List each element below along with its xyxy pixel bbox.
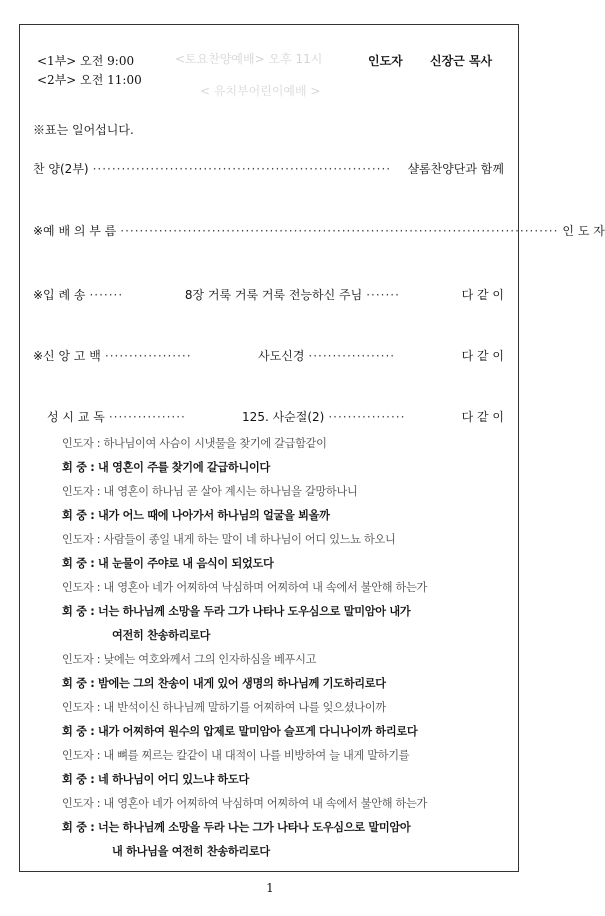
dot-leader: ··························································································· <box>120 224 559 238</box>
reading-line-leader: 인도자 : 낮에는 여호와께서 그의 인자하심을 베푸시고 <box>62 653 317 666</box>
dot-leader: ······· <box>366 288 400 302</box>
order-item-label: 성 시 교 독 <box>47 410 105 424</box>
dot-leader: ······························································ <box>92 162 392 176</box>
reading-line-leader: 인도자 : 내 반석이신 하나님께 말하기를 어찌하여 나를 잊으셨나이까 <box>62 701 386 714</box>
reading-line-leader: 인도자 : 하나님이여 사슴이 시냇물을 찾기에 갈급함같이 <box>62 437 327 450</box>
leader-name: 신장근 목사 <box>430 54 493 68</box>
service-time-second: <2부> 오전 11:00 <box>37 73 142 87</box>
reading-line-leader: 인도자 : 내 영혼이 하나님 곧 살아 계시는 하나님을 갈망하나니 <box>62 485 358 498</box>
order-item-leader: 다 같 이 <box>461 349 504 363</box>
service-time-first: <1부> 오전 9:00 <box>37 54 135 68</box>
order-item-leader: 다 같 이 <box>461 410 504 424</box>
reading-line-leader: 인도자 : 내 뼈를 찌르는 칼같이 내 대적이 나를 비방하여 늘 내게 말하기를 <box>62 749 410 762</box>
reading-line-congregation: 회 중 : 내 눈물이 주야로 내 음식이 되었도다 <box>62 557 274 570</box>
reading-line-congregation: 회 중 : 내가 어찌하여 원수의 압제로 말미암아 슬프게 다니나이까 하리로다 <box>62 725 418 738</box>
leader-label: 인도자 <box>368 54 403 68</box>
reading-line-leader: 인도자 : 사람들이 종일 내게 하는 말이 네 하나님이 어디 있느뇨 하오니 <box>62 533 396 546</box>
dot-leader: ················ <box>108 410 186 424</box>
order-item-label: ※신 앙 고 백 <box>33 349 101 363</box>
order-item-label: ※예 배 의 부 름 <box>33 224 117 238</box>
reading-line-continuation: 여전히 찬송하리로다 <box>112 629 211 642</box>
responsive-reading-text <box>62 436 512 868</box>
order-item-content: 8장 거룩 거룩 거룩 전능하신 주님 <box>184 288 363 302</box>
order-item-call-to-worship <box>33 222 605 239</box>
order-item-label: ※입 례 송 <box>33 288 86 302</box>
reading-line-congregation: 회 중 : 네 하나님이 어디 있느냐 하도다 <box>62 773 249 786</box>
page-number: 1 <box>266 881 274 895</box>
order-item-responsive-reading <box>47 408 504 425</box>
dot-leader: ·················· <box>308 349 396 363</box>
reading-line-continuation: 내 하나님을 여전히 찬송하리로다 <box>112 845 270 858</box>
reading-line-leader: 인도자 : 내 영혼아 네가 어찌하여 낙심하며 어찌하여 내 속에서 불안해 하는가 <box>62 797 428 810</box>
faint-background-subtitle: < 유치부어린이예배 > <box>200 84 321 98</box>
dot-leader: ················ <box>328 410 406 424</box>
dot-leader: ·················· <box>104 349 192 363</box>
reading-line-leader: 인도자 : 내 영혼아 네가 어찌하여 낙심하며 어찌하여 내 속에서 불안해 하는가 <box>62 581 428 594</box>
order-item-leader: 샬롬찬양단과 함께 <box>407 162 504 176</box>
order-item-confession-of-faith <box>33 347 504 364</box>
reading-line-congregation: 회 중 : 너는 하나님께 소망을 두라 나는 그가 나타나 도우심으로 말미암아 <box>62 821 411 834</box>
reading-line-congregation: 회 중 : 내 영혼이 주를 찾기에 갈급하니이다 <box>62 461 270 474</box>
order-item-entrance-hymn <box>33 286 504 303</box>
faint-background-text: <토요찬양예배> 오후 11시 <box>175 52 323 66</box>
order-item-praise <box>33 160 504 177</box>
order-item-content: 사도신경 <box>258 349 305 363</box>
reading-line-congregation: 회 중 : 밤에는 그의 찬송이 내게 있어 생명의 하나님께 기도하리로다 <box>62 677 386 690</box>
dot-leader: ······· <box>89 288 124 302</box>
reading-line-congregation: 회 중 : 내가 어느 때에 나아가서 하나님의 얼굴을 뵈올까 <box>62 509 330 522</box>
standing-note: ※표는 일어섭니다. <box>33 123 134 137</box>
order-item-leader: 인 도 자 <box>562 224 605 238</box>
order-item-leader: 다 같 이 <box>461 288 504 302</box>
reading-line-congregation: 회 중 : 너는 하나님께 소망을 두라 그가 나타나 도우심으로 말미암아 내가 <box>62 605 411 618</box>
order-item-label: 찬 양(2부) <box>33 162 89 176</box>
order-item-content: 125. 사순절(2) <box>242 410 325 424</box>
